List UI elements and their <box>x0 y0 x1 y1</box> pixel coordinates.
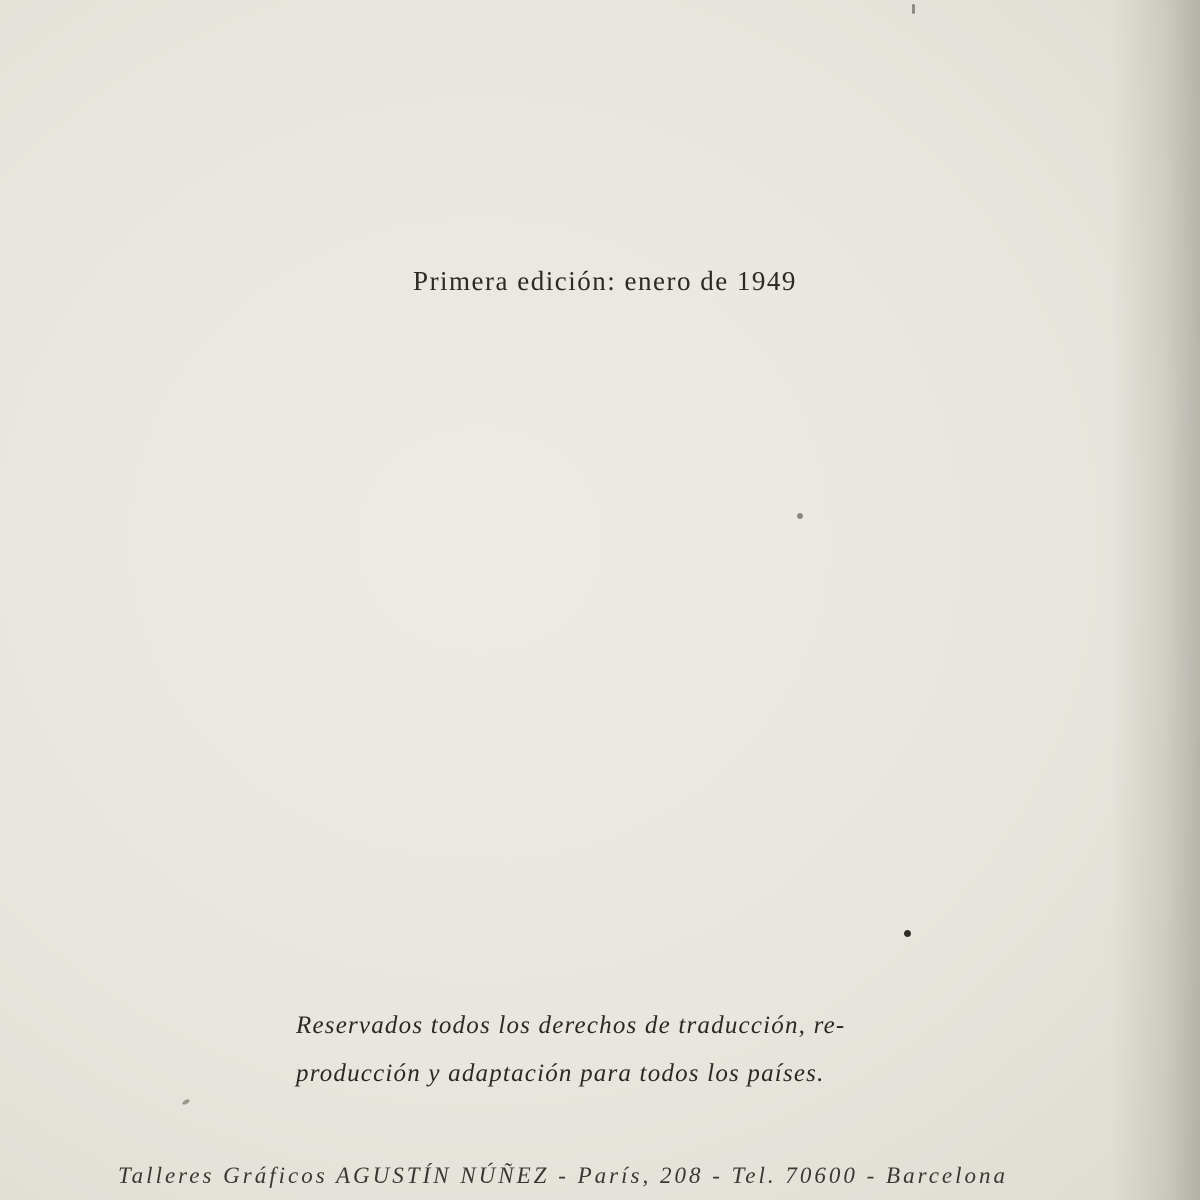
edition-line: Primera edición: enero de 1949 <box>413 266 797 296</box>
rights-notice <box>296 1002 976 1098</box>
rights-line-2: producción y adaptación para todos los países. <box>296 1060 825 1087</box>
printer-imprint: Talleres Gráficos AGUSTÍN NÚÑEZ - París, 208 - Tel. 70600 - Barcelona <box>118 1163 1009 1188</box>
rights-line-1: Reservados todos los derechos de traducción, re- <box>296 1012 846 1039</box>
ink-speck <box>182 1098 191 1105</box>
ink-speck <box>797 513 803 519</box>
page-edge-shadow <box>1110 0 1200 1200</box>
ink-speck <box>904 930 911 937</box>
ink-speck <box>912 4 915 14</box>
